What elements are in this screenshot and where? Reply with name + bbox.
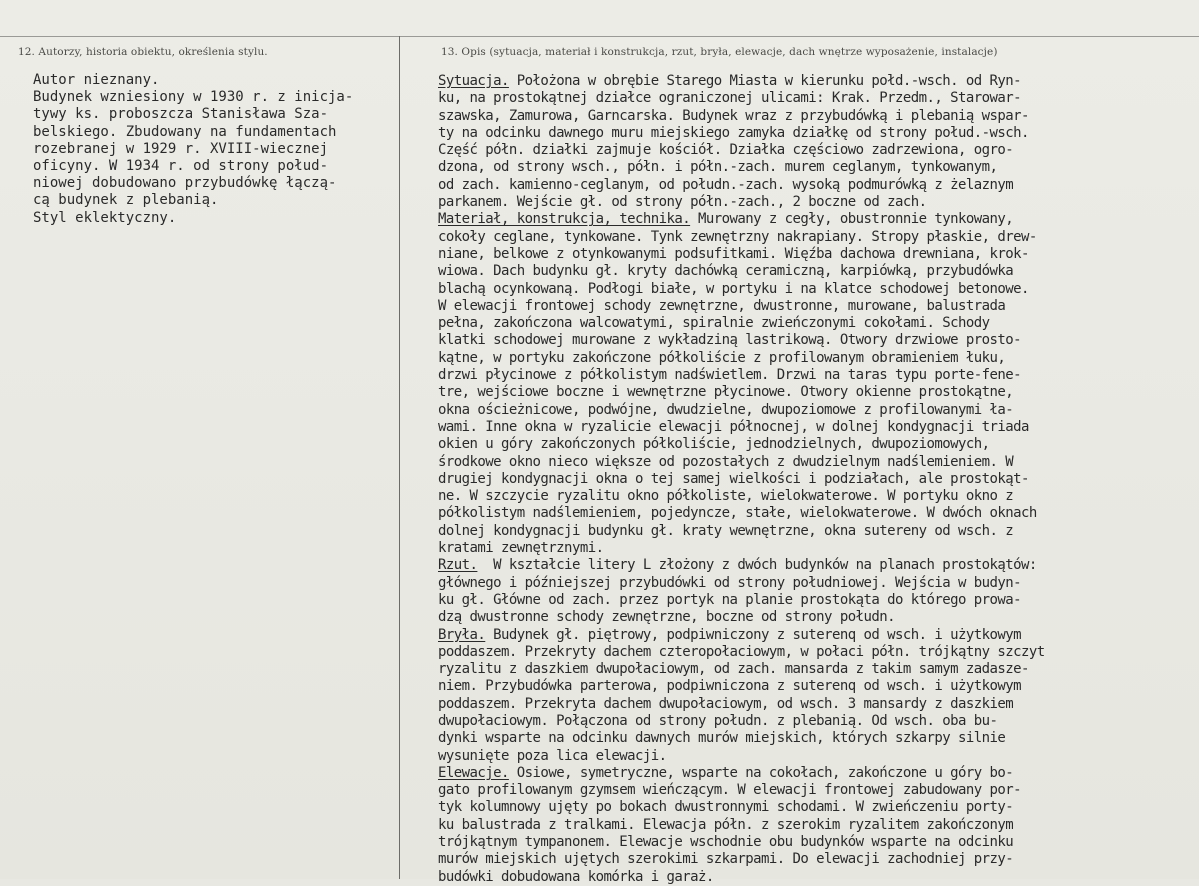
description-text: Murowany z cegły, obustronnie tynkowany,	[690, 211, 1014, 228]
description-text: szawska, Zamurowa, Garncarska. Budynek wraz z przybudówką i plebanią wspar-	[438, 107, 1029, 124]
description-text-line	[438, 817, 1198, 834]
description-text: wami. Inne okna w ryzalicie elewacji północnej, w dolnej kondygnacji triada	[438, 418, 1029, 435]
history-column	[33, 72, 395, 227]
description-text: Osiowe, symetryczne, wsparte na cokołach, zakończone u góry bo-	[508, 764, 1014, 781]
description-text-line	[438, 609, 1198, 626]
description-text: dwupołaciowym. Połączona od strony połudn. z plebanią. Od wsch. oba bu-	[438, 712, 998, 729]
description-text: parkanem. Wejście gł. od strony półn.-zach., 2 boczne od zach.	[438, 194, 927, 211]
description-text-line	[438, 90, 1198, 107]
description-text-line	[438, 194, 1198, 211]
description-text-line	[438, 246, 1198, 263]
history-text-line: oficyny. W 1934 r. od strony połud-	[33, 157, 329, 174]
description-text: kątne, w portyku zakończone półkoliście z profilowanym obramieniem łuku,	[438, 349, 1006, 366]
description-text: ryzalitu z daszkiem dwupołaciowym, od zach. mansarda z takim samym zadasze-	[438, 661, 1029, 678]
description-text-line	[438, 782, 1198, 799]
description-text-line	[438, 505, 1198, 522]
description-column	[438, 73, 1198, 886]
description-text-line	[438, 263, 1198, 280]
description-text-line	[438, 281, 1198, 298]
section-12-header: 12. Autorzy, historia obiektu, określenia stylu.	[18, 46, 268, 58]
description-text: pełna, zakończona walcowatymi, spiralnie zwieńczonymi cokołami. Schody	[438, 315, 990, 332]
description-text: trójkątnym tympanonem. Elewacje wschodnie obu budynków wsparte na odcinku	[438, 834, 1014, 851]
description-text-line	[438, 644, 1198, 661]
description-text-line	[438, 488, 1198, 505]
description-text: murów miejskich ujętych szerokimi szkarpami. Do elewacji zachodniej przy-	[438, 851, 1014, 868]
description-text: tre, wejściowe boczne i wewnętrzne płycinowe. Otwory okienne prostokątne,	[438, 384, 1014, 401]
description-text: poddaszem. Przekryta dachem dwupołaciowym, od wsch. 3 mansardy z daszkiem	[438, 695, 1014, 712]
history-text-line: niowej dobudowano przybudówkę łączą-	[33, 175, 337, 192]
description-text-line	[438, 627, 1198, 644]
description-text-line	[438, 834, 1198, 851]
description-text-line	[438, 713, 1198, 730]
history-text-line: Styl eklektyczny.	[33, 209, 177, 226]
description-text-line	[438, 557, 1198, 574]
description-text: gato profilowanym gzymsem wieńczącym. W elewacji frontowej zabudowany por-	[438, 782, 1022, 799]
history-text-line: belskiego. Zbudowany na fundamentach	[33, 123, 337, 140]
description-text-line	[438, 350, 1198, 367]
description-text: Część półn. działki zajmuje kościół. Działka częściowo zadrzewiona, ogro-	[438, 142, 1014, 159]
section-13-header: 13. Opis (sytuacja, materiał i konstrukcja, rzut, bryła, elewacje, dach wnętrze wyposażenie, instalacje)	[441, 46, 998, 58]
description-text: ku, na prostokątnej działce ograniczonej ulicami: Krak. Przedm., Starowar-	[438, 90, 1022, 107]
description-text: środkowe okno nieco większe od pozostałych z dwudzielnym nadślemieniem. W	[438, 453, 1014, 470]
history-text-line: rozebranej w 1929 r. XVIII-wiecznej	[33, 140, 329, 157]
description-text-line	[438, 696, 1198, 713]
description-text: ne. W szczycie ryzalitu okno półkoliste, wielokwaterowe. W portyku okno z	[438, 488, 1014, 505]
column-divider	[399, 36, 400, 879]
description-text-line	[438, 540, 1198, 557]
description-text: kratami zewnętrznymi.	[438, 540, 604, 557]
description-text: W elewacji frontowej schody zewnętrzne, dwustronne, murowane, balustrada	[438, 297, 1006, 314]
top-rule	[0, 36, 1199, 37]
section-heading: Elewacje.	[438, 764, 509, 781]
description-text-line	[438, 315, 1198, 332]
description-text: niane, belkowe z otynkowanymi podsufitkami. Więźba dachowa drewniana, krok-	[438, 245, 1029, 262]
description-text-line	[438, 454, 1198, 471]
description-text-line	[438, 661, 1198, 678]
description-text: ku balustrada z tralkami. Elewacja półn. z szerokim ryzalitem zakończonym	[438, 816, 1014, 833]
description-text: poddaszem. Przekryty dachem czteropołaciowym, w połaci półn. trójkątny szczyt	[438, 643, 1045, 660]
description-text-line	[438, 592, 1198, 609]
description-text: okien u góry zakończonych półkoliście, jednodzielnych, dwupoziomowych,	[438, 436, 990, 453]
description-text: półkolistym nadślemieniem, pojedyncze, stałe, wielokwaterowe. W dwóch oknach	[438, 505, 1037, 522]
description-text: dynki wsparte na odcinku dawnych murów miejskich, których szkarpy silnie	[438, 730, 1006, 747]
description-text-line	[438, 471, 1198, 488]
history-text-line: Budynek wzniesiony w 1930 r. z inicja-	[33, 89, 354, 106]
description-text: okna ościeżnicowe, podwójne, dwudzielne, dwupoziomowe z profilowanymi ła-	[438, 401, 1014, 418]
history-text-line: tywy ks. proboszcza Stanisława Sza-	[33, 106, 329, 123]
description-text: wiowa. Dach budynku gł. kryty dachówką ceramiczną, karpiówką, przybudówka	[438, 263, 1014, 280]
description-text: niem. Przybudówka parterowa, podpiwniczona z suterenq od wsch. i użytkowym	[438, 678, 1022, 695]
description-text-line	[438, 298, 1198, 315]
description-text: ku gł. Główne od zach. przez portyk na planie prostokąta do którego prowa-	[438, 591, 1022, 608]
description-text-line	[438, 402, 1198, 419]
description-text-line	[438, 229, 1198, 246]
section-heading: Sytuacja.	[438, 73, 509, 89]
description-text: klatki schodowej murowane z wykładziną lastrikową. Otwory drzwiowe prosto-	[438, 332, 1022, 349]
description-text-line	[438, 799, 1198, 816]
description-text: wysunięte poza lica elewacji.	[438, 747, 667, 764]
description-text: dzą dwustronne schody zewnętrzne, boczne od strony połudn.	[438, 609, 895, 626]
description-text: głównego i późniejszej przybudówki od strony południowej. Wejścia w budyn-	[438, 574, 1022, 591]
description-text-line	[438, 108, 1198, 125]
description-text: blachą ocynkowaną. Podłogi białe, w portyku i na klatce schodowej betonowe.	[438, 280, 1029, 297]
section-heading: Rzut.	[438, 557, 478, 574]
description-text: budówki dobudowana komórka i garaż.	[438, 868, 714, 885]
description-text: dzona, od strony wsch., półn. i półn.-zach. murem ceglanym, tynkowanym,	[438, 159, 998, 176]
description-text-line	[438, 177, 1198, 194]
description-text: Położona w obrębie Starego Miasta w kierunku połd.-wsch. od Ryn-	[508, 73, 1022, 89]
description-text: tyk kolumnowy ujęty po bokach dwustronnymi schodami. W zwieńczeniu porty-	[438, 799, 1014, 816]
description-text-line	[438, 575, 1198, 592]
description-text-line	[438, 159, 1198, 176]
description-text-line	[438, 419, 1198, 436]
description-text-line	[438, 142, 1198, 159]
description-text-line	[438, 125, 1198, 142]
description-text-line	[438, 367, 1198, 384]
description-text-line	[438, 384, 1198, 401]
description-text-line	[438, 523, 1198, 540]
description-text: ty na odcinku dawnego muru miejskiego zamyka działkę od strony połud.-wsch.	[438, 124, 1029, 141]
description-text-line	[438, 436, 1198, 453]
description-text: dolnej kondygnacji budynku gł. kraty wewnętrzne, okna sutereny od wsch. z	[438, 522, 1014, 539]
history-text-line: Autor nieznany.	[33, 72, 160, 88]
description-text-line	[438, 678, 1198, 695]
section-heading: Bryła.	[438, 626, 486, 643]
description-text-line	[438, 765, 1198, 782]
description-text-line	[438, 211, 1198, 228]
description-text-line	[438, 748, 1198, 765]
description-text-line	[438, 730, 1198, 747]
description-text: Budynek gł. piętrowy, podpiwniczony z suterenq od wsch. i użytkowym	[485, 626, 1022, 643]
description-text: W kształcie litery L złożony z dwóch budynków na planach prostokątów:	[477, 557, 1037, 574]
description-text-line	[438, 332, 1198, 349]
description-text: cokoły ceglane, tynkowane. Tynk zewnętrzny nakrapiany. Stropy płaskie, drew-	[438, 228, 1037, 245]
description-text: drugiej kondygnacji okna o tej samej wielkości i podziałach, ale prostokąt-	[438, 470, 1029, 487]
description-text: drzwi płycinowe z półkolistym nadświetlem. Drzwi na taras typu porte-fene-	[438, 367, 1022, 384]
history-text-line: cą budynek z plebanią.	[33, 192, 219, 209]
description-text-line	[438, 73, 1198, 90]
description-text: od zach. kamienno-ceglanym, od połudn.-zach. wysoką podmurówką z żelaznym	[438, 176, 1014, 193]
description-text-line	[438, 869, 1198, 886]
section-heading: Materiał, konstrukcja, technika.	[438, 211, 691, 228]
description-text-line	[438, 851, 1198, 868]
